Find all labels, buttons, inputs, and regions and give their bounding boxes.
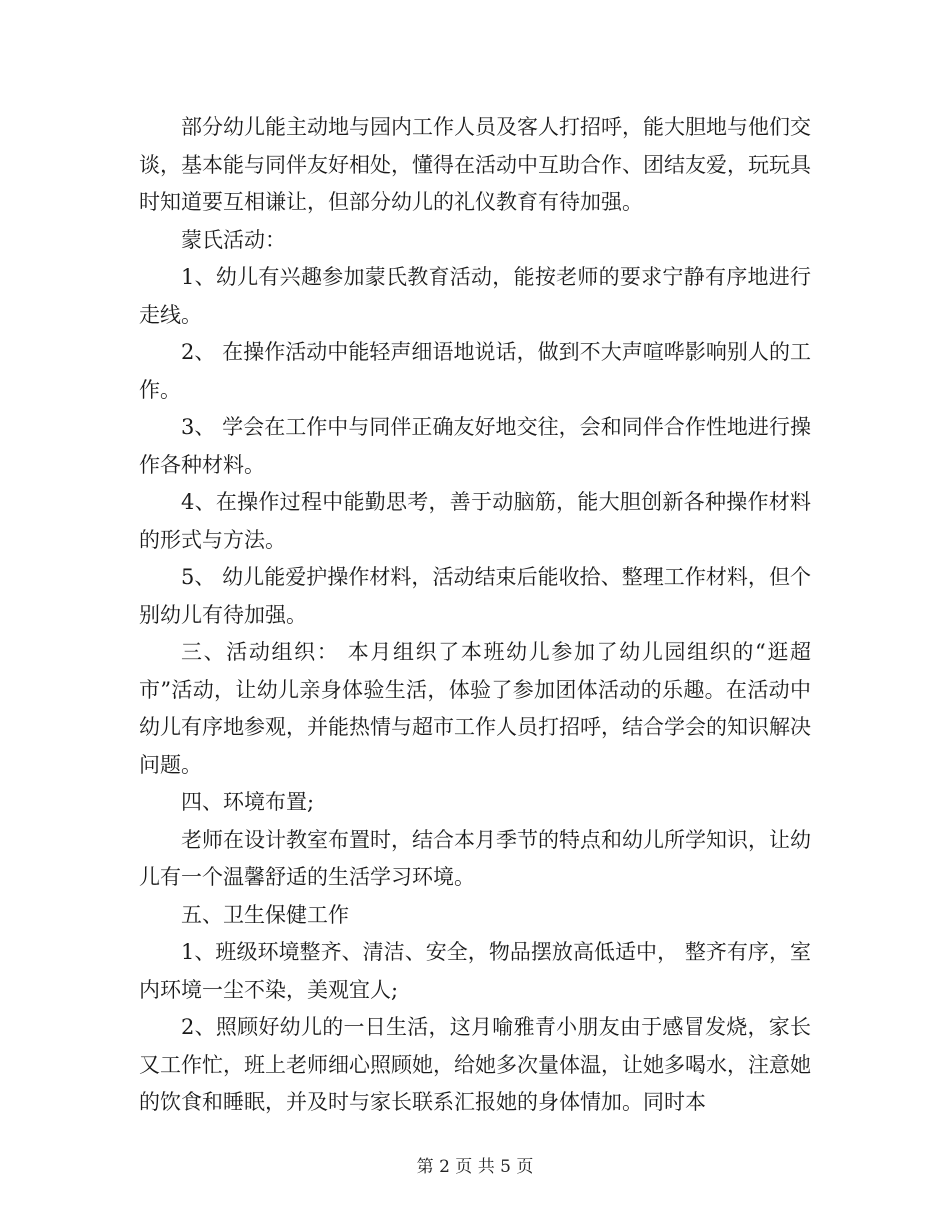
paragraph: 三、活动组织： 本月组织了本班幼儿参加了幼儿园组织的“逛超市”活动，让幼儿亲身体验生活，体验了参加团体活动的乐趣。在活动中幼儿有序地参观，并能热情与超市工作人员打招呼，结合学会的知识解决问题。 — [139, 640, 811, 777]
paragraph: 4、在操作过程中能勤思考，善于动脑筋，能大胆创新各种操作材料的形式与方法。 — [139, 490, 811, 552]
paragraph: 2、 在操作活动中能轻声细语地说话，做到不大声喧哗影响别人的工作。 — [139, 340, 811, 402]
paragraph: 1、班级环境整齐、清洁、安全，物品摆放高低适中， 整齐有序，室内环境一尘不染，美观宜人; — [139, 940, 811, 1002]
paragraph: 部分幼儿能主动地与园内工作人员及客人打招呼，能大胆地与他们交谈，基本能与同伴友好相处，懂得在活动中互助合作、团结友爱，玩玩具时知道要互相谦让，但部分幼儿的礼仪教育有待加强。 — [139, 115, 811, 214]
paragraph: 2、照顾好幼儿的一日生活，这月喻雅青小朋友由于感冒发烧，家长又工作忙，班上老师细心照顾她，给她多次量体温，让她多喝水，注意她的饮食和睡眠，并及时与家长联系汇报她的身体情加。同时本 — [139, 1015, 811, 1114]
paragraph: 1、幼儿有兴趣参加蒙氏教育活动，能按老师的要求宁静有序地进行走线。 — [139, 265, 811, 327]
paragraph: 5、 幼儿能爱护操作材料，活动结束后能收拾、整理工作材料，但个别幼儿有待加强。 — [139, 565, 811, 627]
section-heading: 五、卫生保健工作 — [181, 902, 349, 927]
page-footer: 第 2 页 共 5 页 — [416, 1157, 534, 1177]
paragraph: 3、 学会在工作中与同伴正确友好地交往，会和同伴合作性地进行操作各种材料。 — [139, 415, 811, 477]
paragraph: 老师在设计教室布置时，结合本月季节的特点和幼儿所学知识，让幼儿有一个温馨舒适的生活学习环境。 — [139, 827, 811, 889]
body-text — [139, 109, 811, 1122]
section-heading: 蒙氏活动： — [181, 227, 286, 252]
section-heading: 四、环境布置; — [181, 790, 315, 814]
